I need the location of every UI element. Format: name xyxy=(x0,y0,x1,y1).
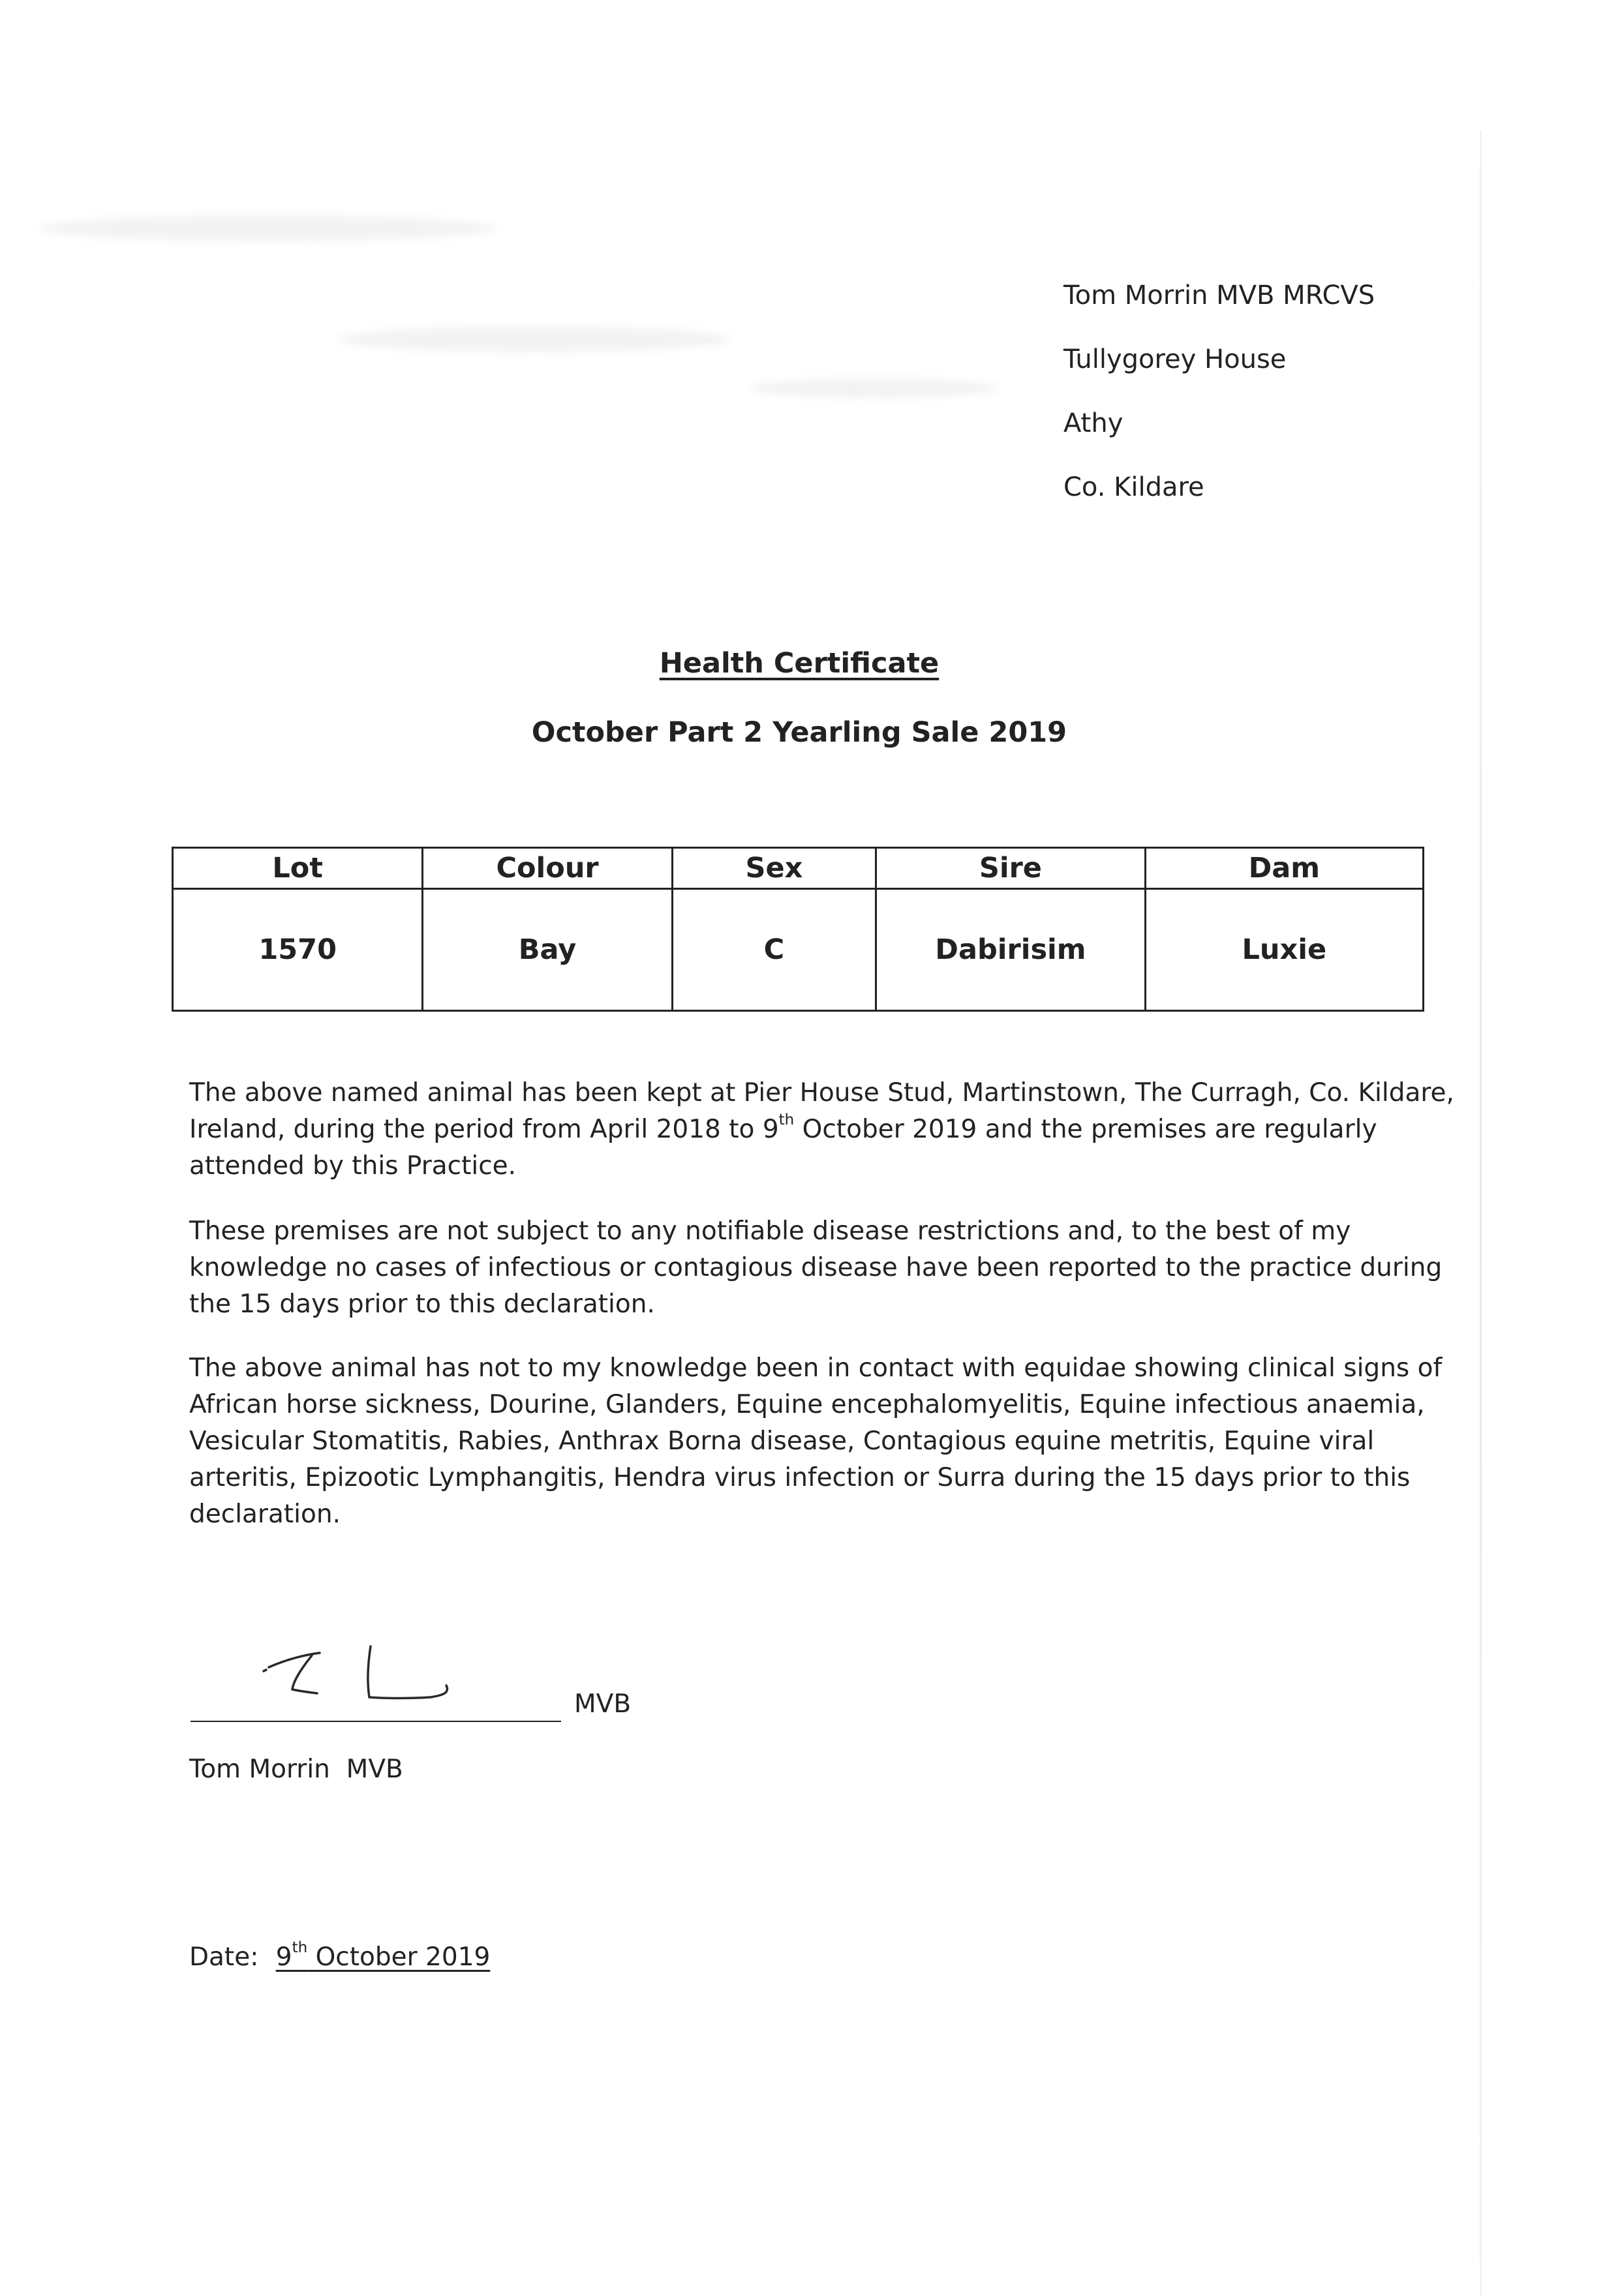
date-day: 9 xyxy=(275,1942,292,1972)
certificate-title: Health Certificate xyxy=(659,647,940,680)
date-value xyxy=(275,1939,491,1972)
paragraph-contact-declaration xyxy=(189,1350,1443,1533)
sender-address-line: Co. Kildare xyxy=(1063,472,1204,502)
paragraph-line: The above named animal has been kept at Pier House Stud, Martinstown, The Curragh, Co. Kildare, xyxy=(189,1078,1454,1108)
certificate-subtitle: October Part 2 Yearling Sale 2019 xyxy=(531,716,1067,749)
ordinal-suffix: th xyxy=(778,1111,795,1128)
paragraph-line: knowledge no cases of infectious or contagious disease have been reported to the practice during xyxy=(189,1253,1443,1282)
date-label: Date: xyxy=(189,1942,259,1972)
cell-lot: 1570 xyxy=(173,889,423,1011)
sender-address xyxy=(1063,264,1375,519)
column-header-dam: Dam xyxy=(1145,848,1423,889)
paragraph-line xyxy=(189,1111,1416,1148)
cell-sex: C xyxy=(672,889,876,1011)
paragraph-text: October 2019 and the premises are regularly xyxy=(794,1115,1377,1144)
sender-address-line: Athy xyxy=(1063,408,1123,438)
sender-name: Tom Morrin MVB MRCVS xyxy=(1063,280,1375,310)
paragraph-line: attended by this Practice. xyxy=(189,1151,517,1181)
table-header-row xyxy=(173,848,1424,889)
paragraph-line: arteritis, Epizootic Lymphangitis, Hendra virus infection or Surra during the 15 days prior to this xyxy=(189,1463,1411,1492)
scan-smudge xyxy=(339,326,731,352)
paragraph-premises xyxy=(189,1075,1454,1185)
paragraph-line: African horse sickness, Dourine, Glanders, Equine encephalomyelitis, Equine infectious anaemia, xyxy=(189,1390,1425,1419)
date-month-year: October 2019 xyxy=(307,1942,491,1972)
paragraph-line: The above animal has not to my knowledge been in contact with equidae showing clinical signs of xyxy=(189,1353,1443,1383)
lot-details-table xyxy=(172,847,1424,1012)
paragraph-text: Ireland, during the period from April 2018 to 9 xyxy=(189,1115,779,1144)
signature-line xyxy=(191,1721,561,1722)
ordinal-suffix: th xyxy=(292,1939,308,1956)
column-header-colour: Colour xyxy=(423,848,672,889)
cell-colour: Bay xyxy=(423,889,672,1011)
cell-sire: Dabirisim xyxy=(876,889,1146,1011)
paragraph-line: declaration. xyxy=(189,1500,341,1529)
cell-dam: Luxie xyxy=(1145,889,1423,1011)
column-header-lot: Lot xyxy=(173,848,423,889)
column-header-sire: Sire xyxy=(876,848,1146,889)
paragraph-line: Vesicular Stomatitis, Rabies, Anthrax Borna disease, Contagious equine metritis, Equine viral xyxy=(189,1427,1375,1456)
signatory-name: Tom Morrin MVB xyxy=(189,1755,403,1784)
scan-smudge xyxy=(39,215,496,241)
paragraph-line: the 15 days prior to this declaration. xyxy=(189,1290,655,1319)
sender-address-line: Tullygorey House xyxy=(1063,344,1287,374)
paragraph-line: These premises are not subject to any notifiable disease restrictions and, to the best of my xyxy=(189,1216,1351,1246)
table-row xyxy=(173,889,1424,1011)
column-header-sex: Sex xyxy=(672,848,876,889)
date-line xyxy=(189,1939,491,1972)
paragraph-restrictions xyxy=(189,1213,1443,1323)
signature-suffix: MVB xyxy=(574,1689,632,1719)
handwritten-signature xyxy=(254,1637,489,1715)
page-edge-shadow xyxy=(1480,130,1482,2296)
scan-smudge xyxy=(750,378,998,398)
